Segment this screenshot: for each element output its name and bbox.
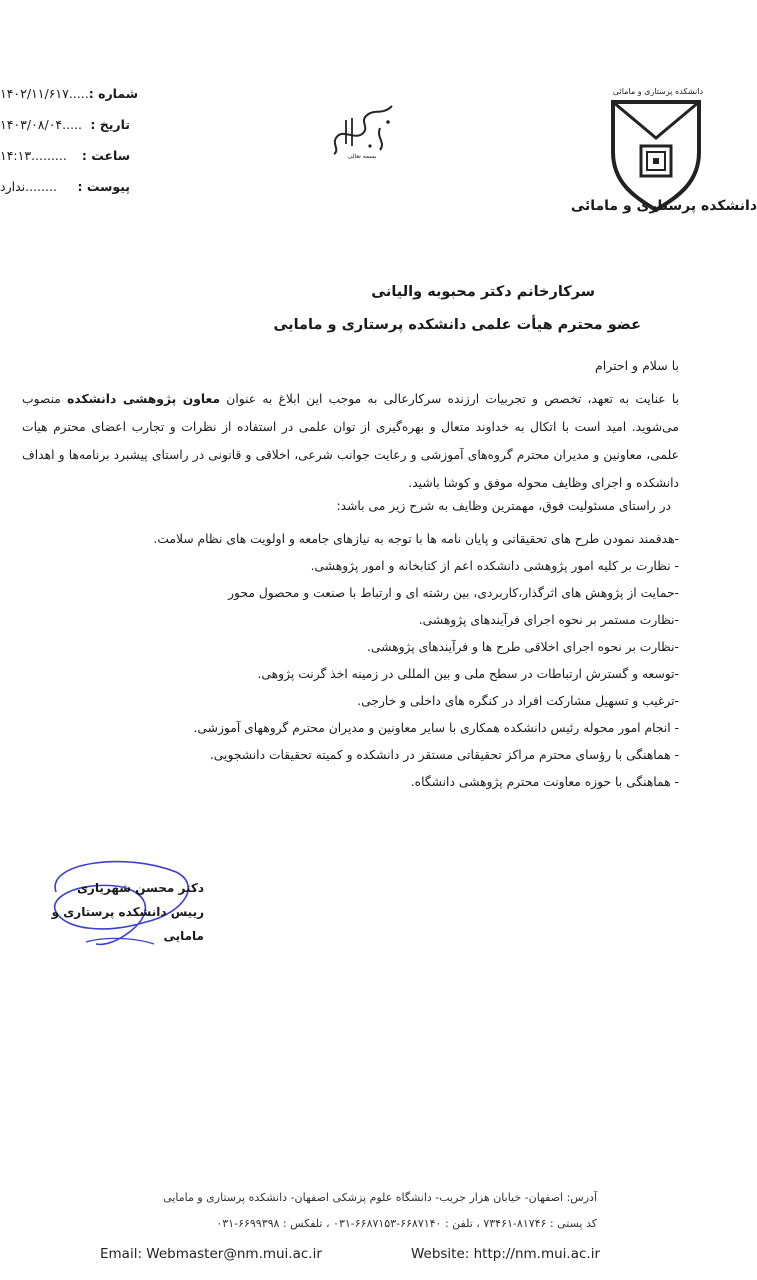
list-item: -هدفمند نمودن طرح های تحقیقاتی و پایان نامه ها با توجه به نیازهای جامعه و اولویت های نظام سلامت. (153, 532, 679, 546)
footer-website: Website: http://nm.mui.ac.ir (410, 1246, 600, 1262)
letter-body: با عنایت به تعهد، تخصص و تجربیات ارزنده سرکارعالی به موجب این ابلاغ به عنوان معاون پژوهشی دانشکده منصوب می‌شوید. امید است با اتکال به خداوند متعال و بهره‌گیری از توان علمی در استفاده از نظرات و تجارب اعضای محترم هیات علمی، معاونین و مدیران محترم گروه‌های آموزشی و رعایت جوانب شرعی، اخلاقی و قانونی در راستای پیشبرد برنامه‌ها و اهداف دانشکده و اجرای وظایف محوله موفق و کوشا باشید. (22, 392, 679, 490)
meta-number: ۱۴۰۲/۱۱/۶۱۷..... شماره : (0, 86, 139, 101)
greeting: با سلام و احترام (595, 358, 679, 373)
addressee-position: عضو محترم هیأت علمی دانشکده پرستاری و مامایی (273, 317, 641, 333)
signatory-title: رییس دانشکده پرستاری و مامایی (51, 905, 204, 943)
signature-block (24, 876, 204, 948)
signatory-name: دکتر محسن شهریاری (76, 881, 204, 895)
list-item: -ترغیب و تسهیل مشارکت افراد در کنگره های داخلی و خارجی. (357, 694, 679, 708)
list-item: - هماهنگی با حوزه معاونت محترم پژوهشی دانشگاه. (410, 775, 679, 789)
list-item: -نظارت بر نحوه اجرای اخلاقی طرح ها و فرآیندهای پژوهشی. (366, 640, 679, 654)
svg-text:بسمه تعالی: بسمه تعالی (347, 153, 377, 160)
footer-links (100, 1246, 600, 1262)
letter-meta (0, 78, 139, 202)
list-item: - هماهنگی با رؤسای محترم مراکز تحقیقاتی مستقر در دانشکده و کمیته تحقیقات دانشجویی. (209, 748, 679, 762)
list-item: -حمایت از پژوهش های اثرگذار،کاربردی، بین رشته ای و ارتباط با صنعت و محصول محور (228, 586, 679, 600)
svg-text:دانشکده پرستاری و مامائی: دانشکده پرستاری و مامائی (612, 87, 703, 96)
university-name: دانشکده پرستاری و مامائی (570, 198, 757, 214)
duties-list (153, 526, 679, 796)
list-item: - انجام امور محوله رئیس دانشکده همکاری با سایر معاونین و مدیران محترم گروههای آموزشی. (193, 721, 679, 735)
footer-contact: کد پستی : ۸۱۷۴۶-۷۳۴۶۱ ، تلفن : ۶۶۸۷۱۴۰-۶۶۸۷۱۵۳-۰۳۱ ، تلفکس : ۶۶۹۹۳۹۸-۰۳۱ (216, 1217, 597, 1230)
addressee-name: سرکارخانم دکتر محبوبه والیانی (371, 284, 595, 300)
footer (163, 1185, 597, 1237)
list-item: -توسعه و گسترش ارتباطات در سطح ملی و بین المللی در زمینه اخذ گرنت پژوهی. (257, 667, 679, 681)
addressee (274, 276, 642, 342)
duties-intro: در راستای مسئولیت فوق، مهمترین وظایف به شرح زیر می باشد: (336, 499, 671, 513)
footer-email: Email: Webmaster@nm.mui.ac.ir (100, 1246, 322, 1262)
list-item: - نظارت بر کلیه امور پژوهشی دانشکده اعم از کتابخانه و امور پژوهشی. (310, 559, 679, 573)
meta-date: ۱۴۰۳/۰۸/۰۴..... تاریخ : (0, 117, 130, 132)
meta-time: ۱۴:۱۳......... ساعت : (0, 148, 130, 163)
footer-address: آدرس: اصفهان- خیابان هزار جریب- دانشگاه علوم پزشکی اصفهان- دانشکده پرستاری و مامایی (163, 1191, 597, 1204)
list-item: -نظارت مستمر بر نحوه اجرای فرآیندهای پژوهشی. (418, 613, 679, 627)
basmala-calligraphy-icon (322, 98, 402, 160)
role-title: معاون پژوهشی دانشکده (67, 392, 221, 406)
meta-attachment: ندارد........ پیوست : (0, 179, 130, 194)
